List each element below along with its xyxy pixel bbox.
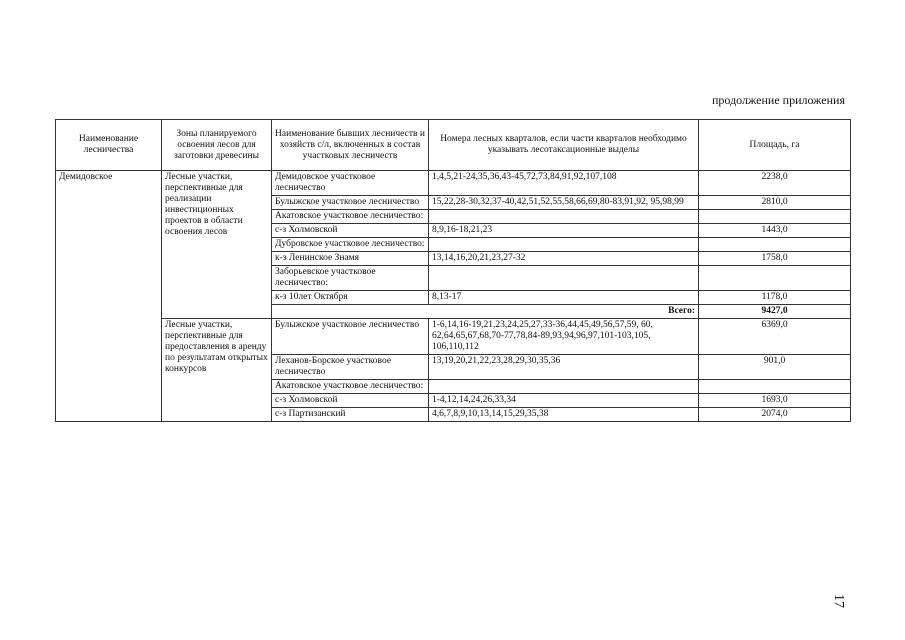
- quarters-cell: [429, 210, 699, 224]
- area-cell: [699, 380, 851, 394]
- quarters-cell: 8,9,16-18,21,23: [429, 224, 699, 238]
- area-cell: 1758,0: [699, 252, 851, 266]
- page-number: 17: [831, 594, 846, 608]
- zone-cell: Лесные участки, перспективные для реализации инвестиционных проектов в области освоения лесов: [162, 171, 272, 319]
- quarters-cell: [429, 238, 699, 252]
- quarters-cell: 8,13-17: [429, 291, 699, 305]
- quarters-cell: 1,4,5,21-24,35,36,43-45,72,73,84,91,92,107,108: [429, 171, 699, 196]
- header-row: [56, 120, 851, 171]
- quarters-cell: 13,14,16,20,21,23,27-32: [429, 252, 699, 266]
- area-cell: 1178,0: [699, 291, 851, 305]
- name-cell: Демидовское участковое лесничество: [272, 171, 429, 196]
- forestry-table: [55, 119, 851, 422]
- name-cell: с-з Холмовской: [272, 224, 429, 238]
- area-cell: 2810,0: [699, 196, 851, 210]
- name-cell: Заборьевское участковое лесничество:: [272, 266, 429, 291]
- quarters-cell: 15,22,28-30,32,37-40,42,51,52,55,58,66,69,80-83,91,92, 95,98,99: [429, 196, 699, 210]
- area-cell: [699, 238, 851, 252]
- total-label: Всего:: [272, 305, 699, 319]
- zone-cell: Лесные участки, перспективные для предоставления в аренду по результатам открытых конкурсов: [162, 319, 272, 422]
- header-zones: Зоны планируемого освоения лесов для заготовки древесины: [162, 120, 272, 171]
- area-cell: 2074,0: [699, 408, 851, 422]
- total-value: 9427,0: [699, 305, 851, 319]
- quarters-cell: 13,19,20,21,22,23,28,29,30,35,36: [429, 355, 699, 380]
- area-cell: 1693,0: [699, 394, 851, 408]
- quarters-cell: [429, 266, 699, 291]
- area-cell: 1443,0: [699, 224, 851, 238]
- name-cell: к-з 10лет Октября: [272, 291, 429, 305]
- quarters-cell: 1-4,12,14,24,26,33,34: [429, 394, 699, 408]
- area-cell: 6369,0: [699, 319, 851, 355]
- quarters-cell: [429, 380, 699, 394]
- quarters-cell: 4,6,7,8,9,10,13,14,15,29,35,38: [429, 408, 699, 422]
- header-area: Площадь, га: [699, 120, 851, 171]
- name-cell: Акатовское участковое лесничество:: [272, 380, 429, 394]
- name-cell: с-з Холмовской: [272, 394, 429, 408]
- area-cell: [699, 266, 851, 291]
- header-quarters: Номера лесных кварталов, если части кварталов необходимо указывать лесотаксационные выделы: [429, 120, 699, 171]
- name-cell: Леханов-Борское участковое лесничество: [272, 355, 429, 380]
- area-cell: 901,0: [699, 355, 851, 380]
- table-row: [56, 319, 851, 355]
- table-row: [56, 171, 851, 196]
- caption: продолжение приложения: [712, 93, 845, 107]
- header-former: Наименование бывших лесничеств и хозяйств с/л, включенных в состав участковых лесничеств: [272, 120, 429, 171]
- area-cell: 2238,0: [699, 171, 851, 196]
- header-forestry: Наименование лесничества: [56, 120, 162, 171]
- forestry-cell: Демидовское: [56, 171, 162, 422]
- name-cell: Акатовское участковое лесничество:: [272, 210, 429, 224]
- name-cell: с-з Партизанский: [272, 408, 429, 422]
- name-cell: к-з Ленинское Знамя: [272, 252, 429, 266]
- name-cell: Булыжское участковое лесничество: [272, 319, 429, 355]
- area-cell: [699, 210, 851, 224]
- name-cell: Дубровское участковое лесничество:: [272, 238, 429, 252]
- name-cell: Булыжское участковое лесничество: [272, 196, 429, 210]
- quarters-cell: 1-6,14,16-19,21,23,24,25,27,33-36,44,45,49,56,57,59, 60, 62,64,65,67,68,70-77,78,84-89,93,94,96,97,101-103,105, 106,110,112: [429, 319, 699, 355]
